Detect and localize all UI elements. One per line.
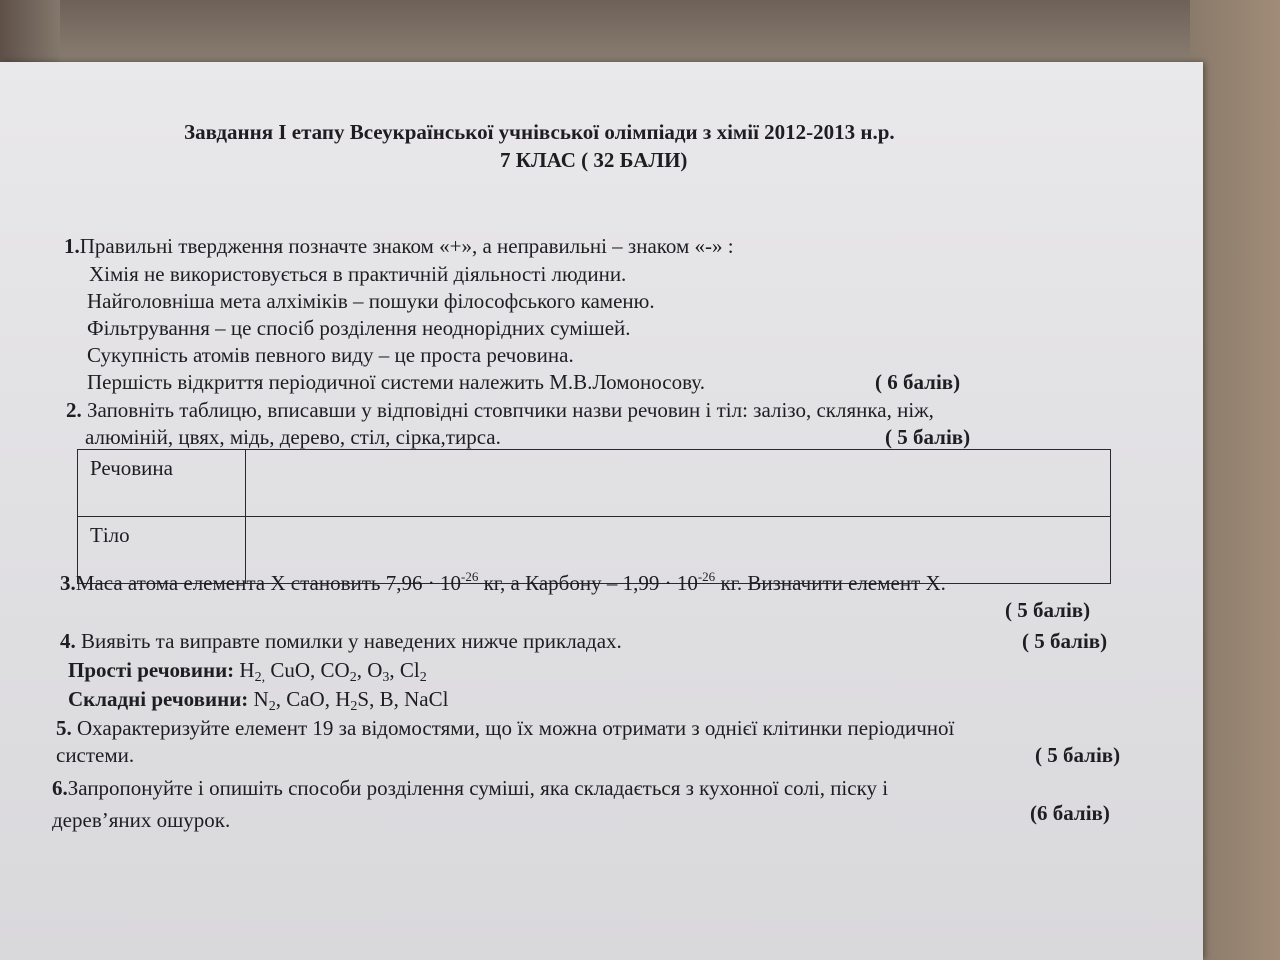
page-subtitle: 7 КЛАС ( 32 БАЛИ) [500, 148, 688, 172]
statement-3: Фільтрування – це спосіб розділення неоднорідних сумішей. [87, 316, 631, 340]
question-2-line-2: алюміній, цвях, мідь, дерево, стіл, сірка,тирса. [85, 425, 501, 449]
statement-2: Найголовніша мета алхіміків – пошуки філософського каменю. [87, 289, 655, 313]
statement-4: Сукупність атомів певного виду – це проста речовина. [87, 343, 574, 367]
question-text: Заповніть таблицю, вписавши у відповідні стовпчики назви речовин і тіл: залізо, склянка, ніж, [87, 398, 934, 422]
points-q2: ( 5 балів) [885, 425, 971, 449]
question-number: 1. [64, 234, 80, 258]
question-4 [60, 629, 622, 653]
question-5 [56, 716, 954, 740]
row-label-body: Тіло [78, 517, 246, 584]
page-title: Завдання I етапу Всеукраїнської учнівської олімпіади з хімії 2012-2013 н.р. [184, 120, 895, 144]
classification-table [77, 449, 1111, 584]
simple-substances-line: Прості речовини: $H_{2,}$ CuO, $CO_2$, $O_3$, $Cl_2$ [68, 658, 427, 685]
question-6-line-2: дерев’яних ошурок. [52, 808, 231, 832]
question-number: 4. [60, 629, 76, 653]
question-2 [66, 398, 934, 422]
question-3: 3.Маса атома елемента Х становить $7,96 \cdot 10^{-26}$ кг, а Карбону – $1,99 \cdot 10^{-26}$ кг. Визначити елемент Х. [60, 569, 946, 595]
complex-substances-label: Складні речовини: [68, 687, 249, 711]
question-text: Охарактеризуйте елемент 19 за відомостями, що їх можна отримати з однієї клітинки періодичної [71, 716, 955, 740]
table-row [78, 450, 1111, 517]
question-1 [64, 234, 734, 258]
row-label-substance: Речовина [78, 450, 246, 517]
answer-cell-substance[interactable] [246, 450, 1111, 517]
points-q3: ( 5 балів) [1005, 598, 1091, 622]
question-text: Запропонуйте і опишіть способи розділення суміші, яка складається з кухонної солі, піску і [67, 776, 889, 800]
background-surface-right [1190, 0, 1280, 960]
question-text: Виявіть та виправте помилки у наведених нижче прикладах. [75, 629, 622, 653]
points-q5: ( 5 балів) [1035, 743, 1121, 767]
points-q4: ( 5 балів) [1022, 629, 1108, 653]
question-number: 2. [66, 398, 82, 422]
question-number: 3. [60, 571, 76, 595]
complex-substances-line: Складні речовини: $N_2$, CaO, $H_2S$, B, NaCl [68, 687, 449, 714]
points-q6: (6 балів) [1030, 801, 1110, 825]
question-number: 5. [56, 716, 72, 740]
question-5-line-2: системи. [56, 743, 135, 767]
question-6 [52, 776, 888, 800]
question-number: 6. [52, 776, 68, 800]
statement-1: Хімія не використовується в практичній діяльності людини. [89, 262, 627, 286]
points-q1: ( 6 балів) [875, 370, 961, 394]
background-surface-top [0, 0, 1280, 70]
statement-5: Першість відкриття періодичної системи належить М.В.Ломоносову. [87, 370, 705, 394]
simple-substances-label: Прості речовини: [68, 658, 235, 682]
question-text: Правильні твердження позначте знаком «+», а неправильні – знаком «-» : [79, 234, 734, 258]
